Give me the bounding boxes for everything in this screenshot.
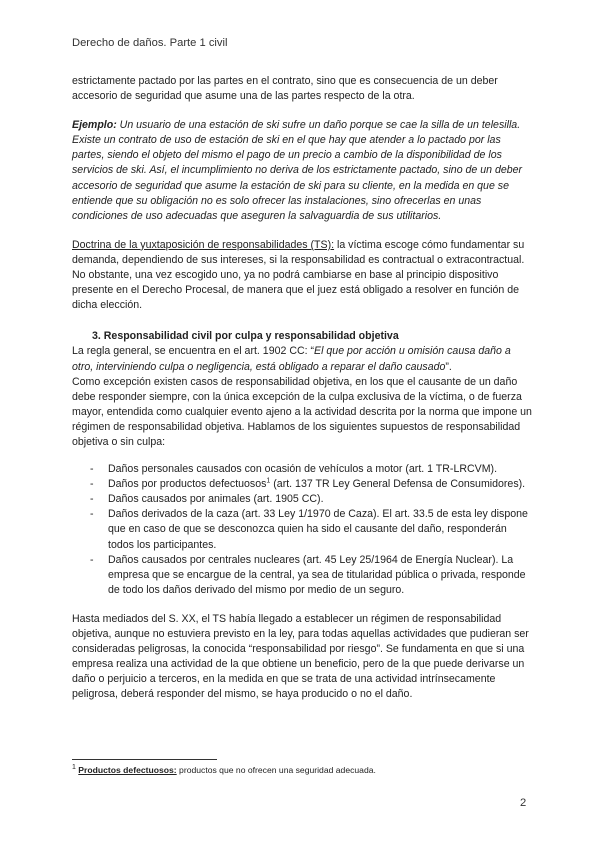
page-number: 2	[520, 797, 527, 809]
document-body	[72, 74, 532, 702]
dash-marker: -	[90, 478, 94, 491]
intro-text: La regla general, se encuentra en el art. 1902 CC: “	[72, 345, 315, 358]
list-item	[72, 462, 532, 477]
section-heading: 3. Responsabilidad civil por culpa y responsabilidad objetiva	[92, 330, 399, 343]
doctrina-label: Doctrina de la yuxtaposición de responsabilidades (TS):	[72, 238, 335, 251]
example-text: Un usuario de una estación de ski sufre un daño porque se cae la silla de un telesilla. Existe un contrato de uso de estación de ski en el que hay que atender a lo pactado por las partes, siendo el objeto del mismo el pago de un precio a cambio de la disponibilidad de los servicios de ski. Así, el incumplimiento no deriva de los estrictamente pactado, sino de un deber accesorio de seguridad que asume la estación de ski para su cliente, en la medida en que se entiende que su obligación no es solo ofrecer las instalaciones, sino ofrecerlas en unas condiciones de uso adecuadas que aseguren la salvaguardia de sus utilitarios.	[72, 119, 523, 222]
section-intro	[72, 344, 532, 374]
footnote-text: productos que no ofrecen una seguridad adecuada.	[176, 765, 376, 775]
footnote-label: Productos defectuosos:	[78, 765, 177, 775]
example-paragraph	[72, 118, 532, 224]
list-item-text: Daños derivados de la caza (art. 33 Ley 1/1970 de Caza). El art. 33.5 de esta ley dispone que en caso de que se desconozca quien ha sido el causante del daño, responderán todos los participantes.	[108, 508, 528, 551]
dash-marker: -	[90, 463, 94, 476]
list-item	[72, 553, 532, 598]
article-quote: El que por acción u omisión causa daño a otro, interviniendo culpa o negligencia, está obligado a reparar el daño causado	[72, 345, 511, 373]
list-item-text: Daños por productos defectuosos	[108, 478, 267, 491]
list-item	[72, 492, 532, 507]
footnote-divider	[72, 759, 217, 760]
intro-end: ”.	[445, 360, 452, 373]
section-paragraph: Como excepción existen casos de responsabilidad objetiva, en los que el causante de un daño debe responder siempre, con la única excepción de la culpa exclusiva de la víctima, o de fuerza mayor, entendida como cualquier evento ajeno a la actividad descrita por la norma que impone un régimen de responsabilidad objetiva. Hablamos de los siguientes supuestos de responsabilidad objetiva o sin culpa:	[72, 375, 532, 448]
list-item-text: Daños causados por centrales nucleares (art. 45 Ley 25/1964 de Energía Nuclear). La empresa que se encargue de la central, ya sea de titularidad pública o privada, responde de todo los daños derivado del mismo por medio de un seguro.	[108, 553, 526, 596]
list-item-text: Daños personales causados con ocasión de vehículos a motor (art. 1 TR-LRCVM).	[108, 463, 498, 476]
footnote-number: 1	[72, 764, 76, 772]
footnote	[72, 765, 376, 775]
paragraph-continuation: estrictamente pactado por las partes en el contrato, sino que es consecuencia de un deber accesorio de seguridad que asume una de las partes respecto de la otra.	[72, 75, 498, 103]
doctrina-text: la víctima escoge cómo fundamentar su demanda, dependiendo de sus intereses, si la responsabilidad es contractual o extracontractual. No obstante, una vez escogido uno, ya no podrá cambiarse en base al principio dispositivo presente en el Derecho Procesal, de manera que el juez está obligado a resolver en función de dicha elección.	[72, 238, 525, 312]
dash-marker: -	[90, 493, 94, 506]
page-header: Derecho de daños. Parte 1 civil	[72, 37, 228, 49]
closing-paragraph: Hasta mediados del S. XX, el TS había llegado a establecer un régimen de responsabilidad objetiva, aunque no estuviera previsto en la ley, para todas aquellas actividades que pudieran ser consideradas peligrosas, la conocida “responsabilidad por riesgo”. Se fundamenta en que si una empresa realiza una actividad de la que obtiene un beneficio, pero de la que puede derivarse un daño o perjuicio a terceros, en la medida en que se trata de una actividad intrínsecamente peligrosa, deberá responder del mismo, se haya producido o no el daño.	[72, 612, 529, 701]
list-item-text: (art. 137 TR Ley General Defensa de Consumidores).	[270, 478, 526, 491]
footnote-ref[interactable]: 1	[266, 477, 271, 485]
list-item	[72, 507, 532, 552]
dash-marker: -	[90, 553, 94, 566]
doctrina-paragraph	[72, 238, 532, 313]
list-item	[72, 477, 532, 492]
list-item-text: Daños causados por animales (art. 1905 CC).	[108, 493, 324, 506]
dash-marker: -	[90, 508, 94, 521]
liability-list	[72, 462, 532, 598]
example-label: Ejemplo:	[72, 119, 117, 132]
